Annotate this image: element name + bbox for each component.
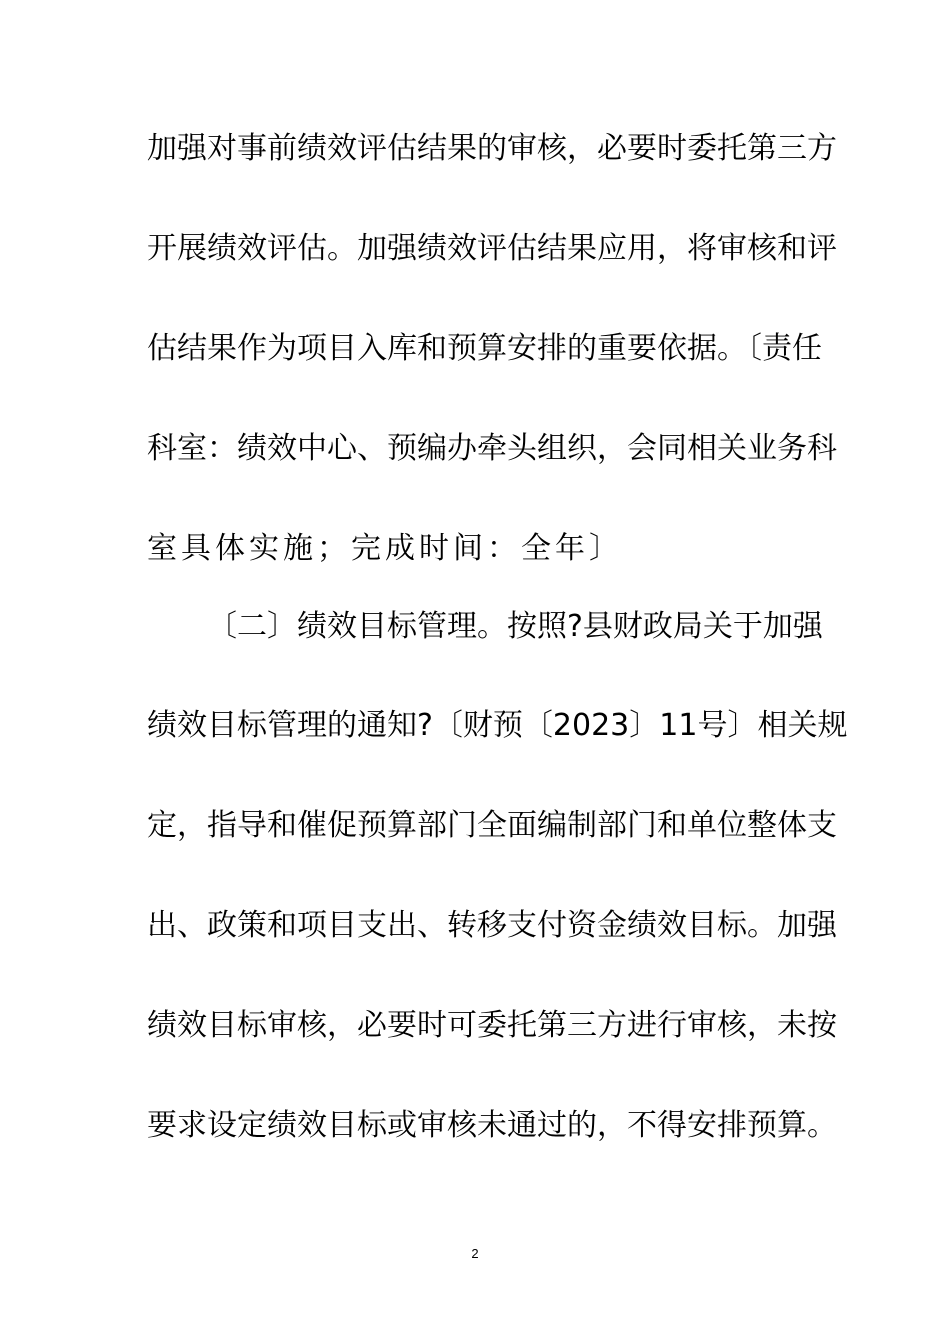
text-line-10: 绩效目标审核，必要时可委托第三方进行审核，未按 bbox=[147, 1008, 837, 1043]
text-line-9: 出、政策和项目支出、转移支付资金绩效目标。加强 bbox=[147, 908, 837, 943]
text-line-5: 室具体实施；完成时间：全年〕 bbox=[147, 531, 623, 566]
text-line-3: 估结果作为项目入库和预算安排的重要依据。〔责任 bbox=[147, 331, 822, 366]
text-line-1: 加强对事前绩效评估结果的审核，必要时委托第三方 bbox=[147, 131, 837, 166]
text-line-2: 开展绩效评估。加强绩效评估结果应用，将审核和评 bbox=[147, 231, 837, 266]
text-line-6-paragraph-start: 〔二〕绩效目标管理。按照?县财政局关于加强 bbox=[207, 609, 823, 644]
page-number: 2 bbox=[471, 1246, 479, 1261]
text-line-7: 绩效目标管理的通知?〔财预〔2023〕11号〕相关规 bbox=[147, 708, 848, 743]
text-line-8: 定，指导和催促预算部门全面编制部门和单位整体支 bbox=[147, 808, 837, 843]
text-line-11: 要求设定绩效目标或审核未通过的，不得安排预算。 bbox=[147, 1108, 837, 1143]
text-line-4: 科室：绩效中心、预编办牵头组织，会同相关业务科 bbox=[147, 431, 837, 466]
